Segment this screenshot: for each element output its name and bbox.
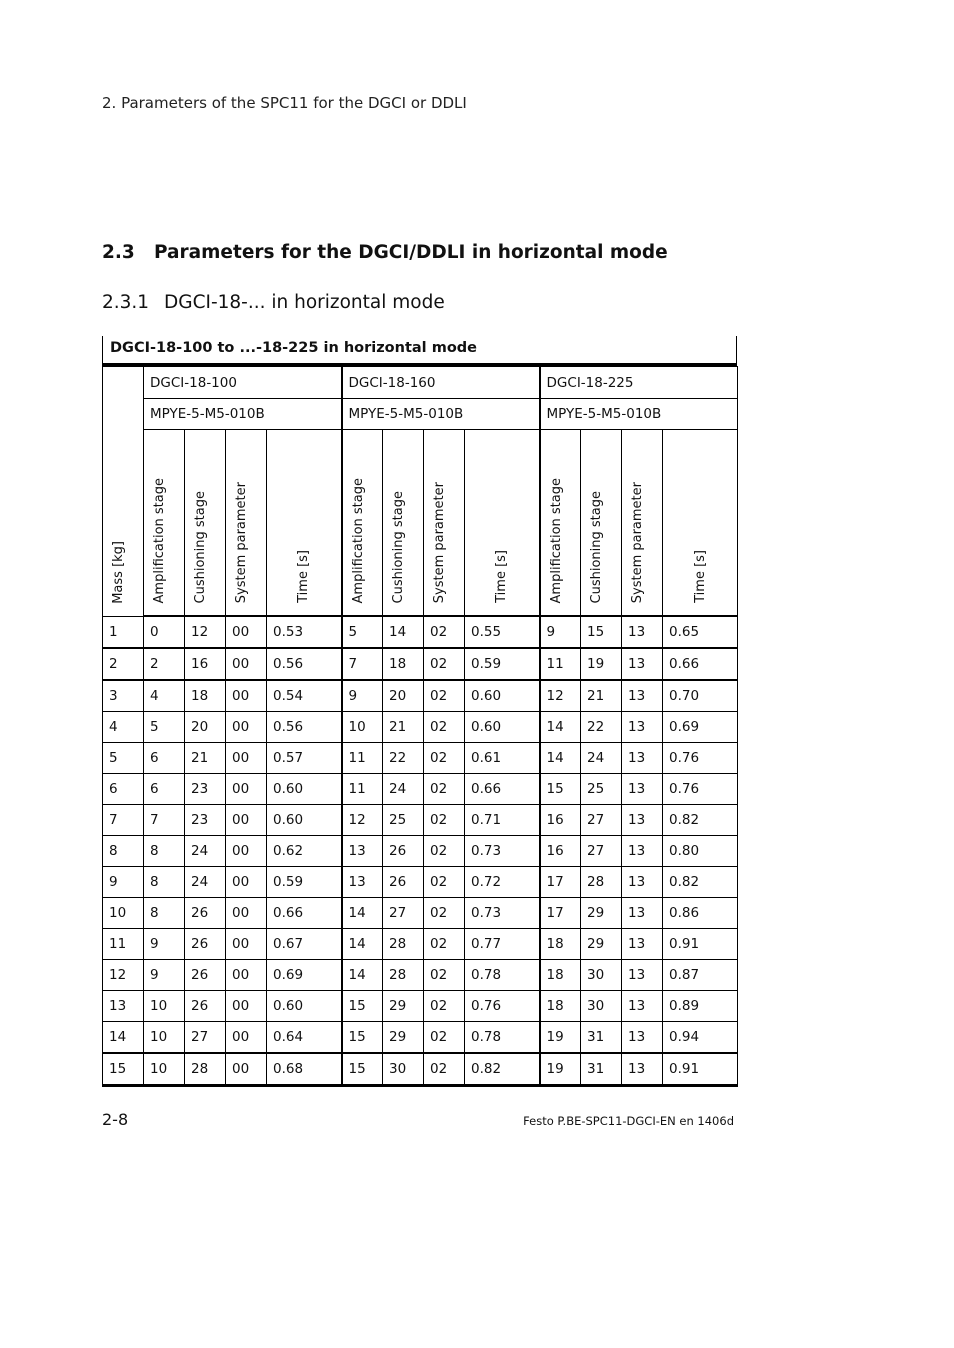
table-cell: 5 (144, 712, 185, 743)
table-cell: 18 (185, 680, 226, 712)
table-cell: 13 (622, 836, 663, 867)
table-cell: 0.70 (663, 680, 738, 712)
table-cell: 19 (581, 648, 622, 680)
table-cell: 14 (540, 743, 581, 774)
col-amplification-stage-1: Amplification stage (144, 430, 185, 617)
table-cell: 15 (342, 1053, 383, 1086)
table-cell: 12 (185, 616, 226, 648)
table-cell: 12 (342, 805, 383, 836)
mass-cell: 7 (103, 805, 144, 836)
table-cell: 0.62 (267, 836, 342, 867)
table-cell: 19 (540, 1022, 581, 1054)
table-cell: 02 (424, 774, 465, 805)
col-cushioning-stage-3: Cushioning stage (581, 430, 622, 617)
table-cell: 20 (185, 712, 226, 743)
table-cell: 13 (622, 648, 663, 680)
table-cell: 24 (581, 743, 622, 774)
col-system-parameter-1: System parameter (226, 430, 267, 617)
table-cell: 00 (226, 836, 267, 867)
group-valve-1: MPYE-5-M5-010B (144, 399, 342, 430)
section-title-text: Parameters for the DGCI/DDLI in horizontal mode (154, 242, 668, 263)
mass-cell: 11 (103, 929, 144, 960)
table-row (103, 960, 738, 991)
table-cell: 00 (226, 774, 267, 805)
col-system-parameter-3: System parameter (622, 430, 663, 617)
parameter-table-container (102, 336, 737, 1087)
table-cell: 7 (342, 648, 383, 680)
table-row (103, 774, 738, 805)
table-cell: 00 (226, 898, 267, 929)
table-cell: 0.94 (663, 1022, 738, 1054)
table-cell: 13 (622, 743, 663, 774)
table-cell: 13 (622, 774, 663, 805)
header-row-models (103, 367, 738, 399)
table-cell: 02 (424, 991, 465, 1022)
col-system-parameter-2: System parameter (424, 430, 465, 617)
subsection-title-text: DGCI-18-... in horizontal mode (164, 292, 445, 313)
table-cell: 29 (581, 898, 622, 929)
table-cell: 0.87 (663, 960, 738, 991)
table-cell: 28 (581, 867, 622, 898)
table-cell: 26 (185, 991, 226, 1022)
table-cell: 00 (226, 991, 267, 1022)
table-cell: 0.60 (267, 991, 342, 1022)
col-time-2: Time [s] (465, 430, 540, 617)
table-cell: 02 (424, 929, 465, 960)
mass-cell: 12 (103, 960, 144, 991)
table-row (103, 648, 738, 680)
table-cell: 02 (424, 1053, 465, 1086)
section-number: 2.3 (102, 242, 135, 263)
subsection-number: 2.3.1 (102, 292, 150, 313)
table-cell: 13 (622, 867, 663, 898)
mass-cell: 14 (103, 1022, 144, 1054)
table-cell: 00 (226, 929, 267, 960)
table-row (103, 712, 738, 743)
mass-header (103, 367, 144, 617)
group-model-2: DGCI-18-160 (342, 367, 540, 399)
header-row-columns (103, 430, 738, 617)
table-row (103, 743, 738, 774)
table-cell: 00 (226, 680, 267, 712)
table-cell: 30 (581, 960, 622, 991)
table-cell: 24 (383, 774, 424, 805)
table-cell: 25 (581, 774, 622, 805)
table-cell: 21 (383, 712, 424, 743)
table-cell: 0.56 (267, 712, 342, 743)
table-cell: 5 (342, 616, 383, 648)
page-number: 2-8 (102, 1110, 129, 1129)
table-cell: 26 (185, 960, 226, 991)
table-cell: 0.82 (663, 867, 738, 898)
table-cell: 27 (383, 898, 424, 929)
table-cell: 18 (383, 648, 424, 680)
table-cell: 0.69 (267, 960, 342, 991)
table-cell: 26 (185, 898, 226, 929)
table-cell: 0.73 (465, 836, 540, 867)
running-header: 2. Parameters of the SPC11 for the DGCI or DDLI (102, 94, 467, 112)
table-cell: 2 (144, 648, 185, 680)
col-cushioning-stage-2: Cushioning stage (383, 430, 424, 617)
table-cell: 9 (540, 616, 581, 648)
table-cell: 10 (144, 991, 185, 1022)
section-title (102, 242, 668, 263)
table-cell: 30 (581, 991, 622, 1022)
table-cell: 18 (540, 929, 581, 960)
table-cell: 0.82 (663, 805, 738, 836)
table-cell: 02 (424, 648, 465, 680)
table-cell: 31 (581, 1053, 622, 1086)
mass-cell: 2 (103, 648, 144, 680)
table-cell: 6 (144, 743, 185, 774)
table-cell: 4 (144, 680, 185, 712)
table-cell: 0.59 (465, 648, 540, 680)
table-cell: 13 (622, 1022, 663, 1054)
table-cell: 15 (540, 774, 581, 805)
table-cell: 18 (540, 960, 581, 991)
mass-cell: 1 (103, 616, 144, 648)
table-cell: 0.66 (267, 898, 342, 929)
table-cell: 7 (144, 805, 185, 836)
mass-cell: 3 (103, 680, 144, 712)
col-cushioning-stage-1: Cushioning stage (185, 430, 226, 617)
table-cell: 14 (383, 616, 424, 648)
mass-cell: 8 (103, 836, 144, 867)
table-cell: 0 (144, 616, 185, 648)
table-cell: 13 (622, 991, 663, 1022)
table-cell: 0.67 (267, 929, 342, 960)
table-cell: 19 (540, 1053, 581, 1086)
mass-cell: 10 (103, 898, 144, 929)
table-cell: 11 (342, 774, 383, 805)
table-row (103, 680, 738, 712)
mass-cell: 5 (103, 743, 144, 774)
table-cell: 0.86 (663, 898, 738, 929)
table-cell: 9 (144, 960, 185, 991)
table-cell: 00 (226, 867, 267, 898)
mass-header-label: Mass [kg] (111, 540, 126, 604)
table-row (103, 867, 738, 898)
table-cell: 02 (424, 680, 465, 712)
table-cell: 27 (581, 836, 622, 867)
table-cell: 0.71 (465, 805, 540, 836)
mass-cell: 9 (103, 867, 144, 898)
table-cell: 0.91 (663, 1053, 738, 1086)
table-cell: 29 (581, 929, 622, 960)
table-cell: 13 (622, 929, 663, 960)
table-cell: 10 (144, 1022, 185, 1054)
group-model-1: DGCI-18-100 (144, 367, 342, 399)
table-cell: 30 (383, 1053, 424, 1086)
table-cell: 6 (144, 774, 185, 805)
table-row (103, 836, 738, 867)
table-cell: 00 (226, 616, 267, 648)
table-cell: 26 (383, 867, 424, 898)
table-cell: 02 (424, 743, 465, 774)
table-cell: 13 (622, 712, 663, 743)
table-cell: 14 (342, 960, 383, 991)
parameter-table (102, 366, 738, 1087)
table-cell: 0.82 (465, 1053, 540, 1086)
table-cell: 0.59 (267, 867, 342, 898)
table-cell: 14 (540, 712, 581, 743)
table-cell: 23 (185, 774, 226, 805)
table-cell: 20 (383, 680, 424, 712)
group-valve-3: MPYE-5-M5-010B (540, 399, 738, 430)
table-cell: 18 (540, 991, 581, 1022)
table-cell: 0.80 (663, 836, 738, 867)
table-cell: 8 (144, 898, 185, 929)
table-cell: 28 (185, 1053, 226, 1086)
table-cell: 0.76 (465, 991, 540, 1022)
table-cell: 16 (185, 648, 226, 680)
table-cell: 31 (581, 1022, 622, 1054)
table-cell: 02 (424, 1022, 465, 1054)
table-cell: 22 (581, 712, 622, 743)
table-cell: 00 (226, 1022, 267, 1054)
table-cell: 29 (383, 1022, 424, 1054)
table-cell: 02 (424, 805, 465, 836)
table-cell: 0.56 (267, 648, 342, 680)
table-cell: 17 (540, 898, 581, 929)
table-cell: 17 (540, 867, 581, 898)
table-cell: 13 (342, 867, 383, 898)
table-cell: 0.60 (465, 712, 540, 743)
table-cell: 9 (144, 929, 185, 960)
table-cell: 0.73 (465, 898, 540, 929)
table-cell: 26 (185, 929, 226, 960)
table-cell: 12 (540, 680, 581, 712)
table-row (103, 929, 738, 960)
table-cell: 0.60 (267, 774, 342, 805)
table-cell: 0.61 (465, 743, 540, 774)
mass-cell: 15 (103, 1053, 144, 1086)
table-cell: 0.78 (465, 960, 540, 991)
table-cell: 02 (424, 836, 465, 867)
table-cell: 02 (424, 898, 465, 929)
table-cell: 0.64 (267, 1022, 342, 1054)
table-cell: 02 (424, 712, 465, 743)
table-cell: 9 (342, 680, 383, 712)
table-row (103, 991, 738, 1022)
header-row-valves (103, 399, 738, 430)
group-valve-2: MPYE-5-M5-010B (342, 399, 540, 430)
mass-cell: 4 (103, 712, 144, 743)
table-caption: DGCI-18-100 to ...-18-225 in horizontal mode (102, 336, 737, 366)
table-cell: 16 (540, 805, 581, 836)
table-body (103, 616, 738, 1086)
table-cell: 13 (622, 805, 663, 836)
table-cell: 0.72 (465, 867, 540, 898)
table-cell: 13 (622, 960, 663, 991)
table-cell: 14 (342, 898, 383, 929)
table-cell: 21 (581, 680, 622, 712)
table-cell: 00 (226, 960, 267, 991)
col-amplification-stage-2: Amplification stage (342, 430, 383, 617)
table-cell: 8 (144, 867, 185, 898)
table-cell: 0.53 (267, 616, 342, 648)
table-cell: 0.69 (663, 712, 738, 743)
table-row (103, 898, 738, 929)
subsection-title (102, 292, 445, 313)
col-amplification-stage-3: Amplification stage (540, 430, 581, 617)
table-cell: 00 (226, 743, 267, 774)
table-cell: 0.66 (465, 774, 540, 805)
table-cell: 0.57 (267, 743, 342, 774)
table-cell: 25 (383, 805, 424, 836)
table-row (103, 805, 738, 836)
table-cell: 13 (622, 680, 663, 712)
mass-cell: 13 (103, 991, 144, 1022)
table-cell: 11 (540, 648, 581, 680)
table-cell: 27 (581, 805, 622, 836)
group-model-3: DGCI-18-225 (540, 367, 738, 399)
table-cell: 0.76 (663, 743, 738, 774)
table-cell: 28 (383, 960, 424, 991)
table-cell: 0.68 (267, 1053, 342, 1086)
table-cell: 02 (424, 616, 465, 648)
table-cell: 26 (383, 836, 424, 867)
table-cell: 21 (185, 743, 226, 774)
table-cell: 15 (581, 616, 622, 648)
table-cell: 10 (342, 712, 383, 743)
table-cell: 24 (185, 836, 226, 867)
table-cell: 22 (383, 743, 424, 774)
col-time-1: Time [s] (267, 430, 342, 617)
table-cell: 00 (226, 712, 267, 743)
table-cell: 0.60 (465, 680, 540, 712)
table-row (103, 616, 738, 648)
table-row (103, 1053, 738, 1086)
table-cell: 0.54 (267, 680, 342, 712)
document-reference: Festo P.BE-SPC11-DGCI-EN en 1406d (523, 1114, 734, 1128)
table-cell: 15 (342, 991, 383, 1022)
table-cell: 27 (185, 1022, 226, 1054)
table-cell: 13 (622, 898, 663, 929)
table-cell: 00 (226, 648, 267, 680)
table-cell: 8 (144, 836, 185, 867)
table-cell: 0.55 (465, 616, 540, 648)
table-cell: 16 (540, 836, 581, 867)
table-cell: 0.76 (663, 774, 738, 805)
table-cell: 0.66 (663, 648, 738, 680)
table-cell: 02 (424, 867, 465, 898)
table-cell: 24 (185, 867, 226, 898)
table-cell: 0.89 (663, 991, 738, 1022)
table-cell: 0.65 (663, 616, 738, 648)
table-cell: 13 (342, 836, 383, 867)
table-cell: 0.60 (267, 805, 342, 836)
table-cell: 0.78 (465, 1022, 540, 1054)
table-cell: 28 (383, 929, 424, 960)
mass-cell: 6 (103, 774, 144, 805)
table-cell: 02 (424, 960, 465, 991)
table-cell: 23 (185, 805, 226, 836)
table-cell: 11 (342, 743, 383, 774)
col-time-3: Time [s] (663, 430, 738, 617)
table-cell: 00 (226, 805, 267, 836)
table-cell: 00 (226, 1053, 267, 1086)
table-cell: 15 (342, 1022, 383, 1054)
table-cell: 0.77 (465, 929, 540, 960)
table-cell: 14 (342, 929, 383, 960)
table-cell: 13 (622, 616, 663, 648)
table-cell: 0.91 (663, 929, 738, 960)
table-cell: 13 (622, 1053, 663, 1086)
table-row (103, 1022, 738, 1054)
table-cell: 29 (383, 991, 424, 1022)
table-cell: 10 (144, 1053, 185, 1086)
